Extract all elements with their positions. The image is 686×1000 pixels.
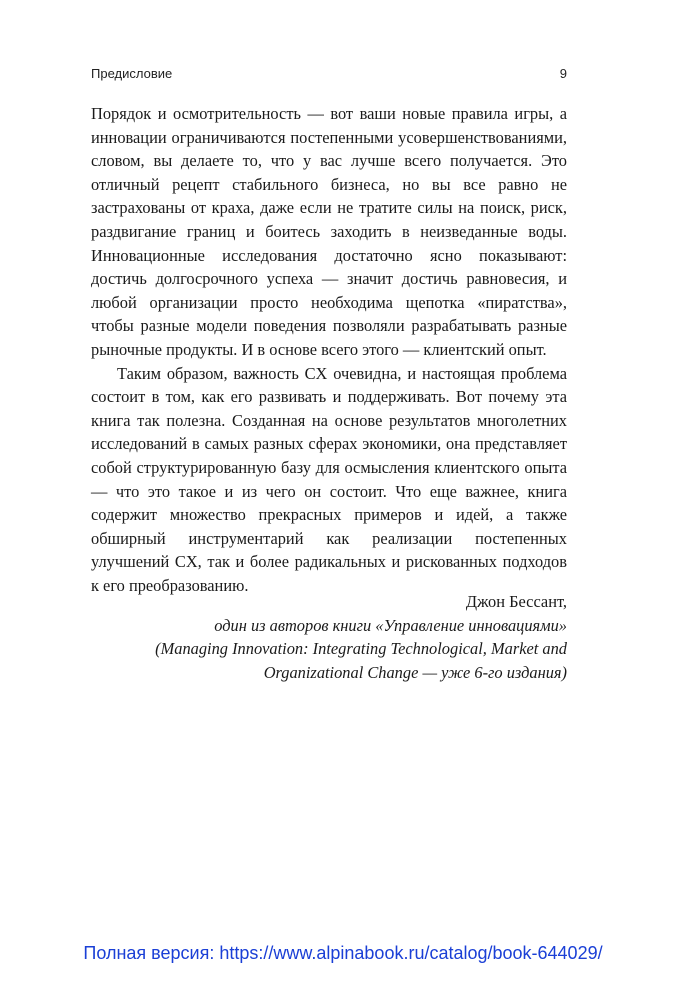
signature-role-2: (Managing Innovation: Integrating Technological, Market and [155, 639, 567, 659]
signature-block [91, 590, 567, 684]
paragraph-1: Порядок и осмотрительность — вот ваши новые правила игры, а инновации ограничиваются постепенными усовершенствованиями, словом, вы делаете то, что у вас лучше всего получается. Это отличный рецепт стабильного бизнеса, но вы все равно не застрахованы от краха, даже если не тратите силы на поиск, риск, раздвигание границ и боитесь заходить в неизведанные воды. Инновационные исследования достаточно ясно показывают: достичь долгосрочного успеха — значит достичь равновесия, и любой организации просто необходима щепотка «пиратства», чтобы разные модели поведения позволяли разрабатывать разные рыночные продукты. И в основе всего этого — клиентский опыт. [91, 104, 567, 359]
full-version-link[interactable]: Полная версия: https://www.alpinabook.ru/catalog/book-644029/ [83, 943, 603, 963]
running-head [91, 66, 567, 81]
signature-role-3: Organizational Change — уже 6-го издания) [263, 662, 567, 682]
signature-name: Джон Бессант, [465, 592, 567, 611]
paragraph-2: Таким образом, важность CX очевидна, и настоящая проблема состоит в том, как его развивать и поддерживать. Вот почему эта книга так полезна. Созданная на основе результатов многолетних исследований в самых разных сферах экономики, она представляет собой структурированную базу для осмысления клиентского опыта — что это такое и из чего он состоит. Что еще важнее, книга содержит множество прекрасных примеров и идей, а также обширный инструментарий как реализации постепенных улучшений CX, так и более радикальных и рискованных подходов к его преобразованию. [91, 363, 567, 595]
signature-role-1: один из авторов книги «Управление инновациями» [214, 615, 567, 635]
body-text [91, 102, 567, 597]
section-title: Предисловие [91, 66, 173, 81]
page-number: 9 [559, 66, 567, 81]
